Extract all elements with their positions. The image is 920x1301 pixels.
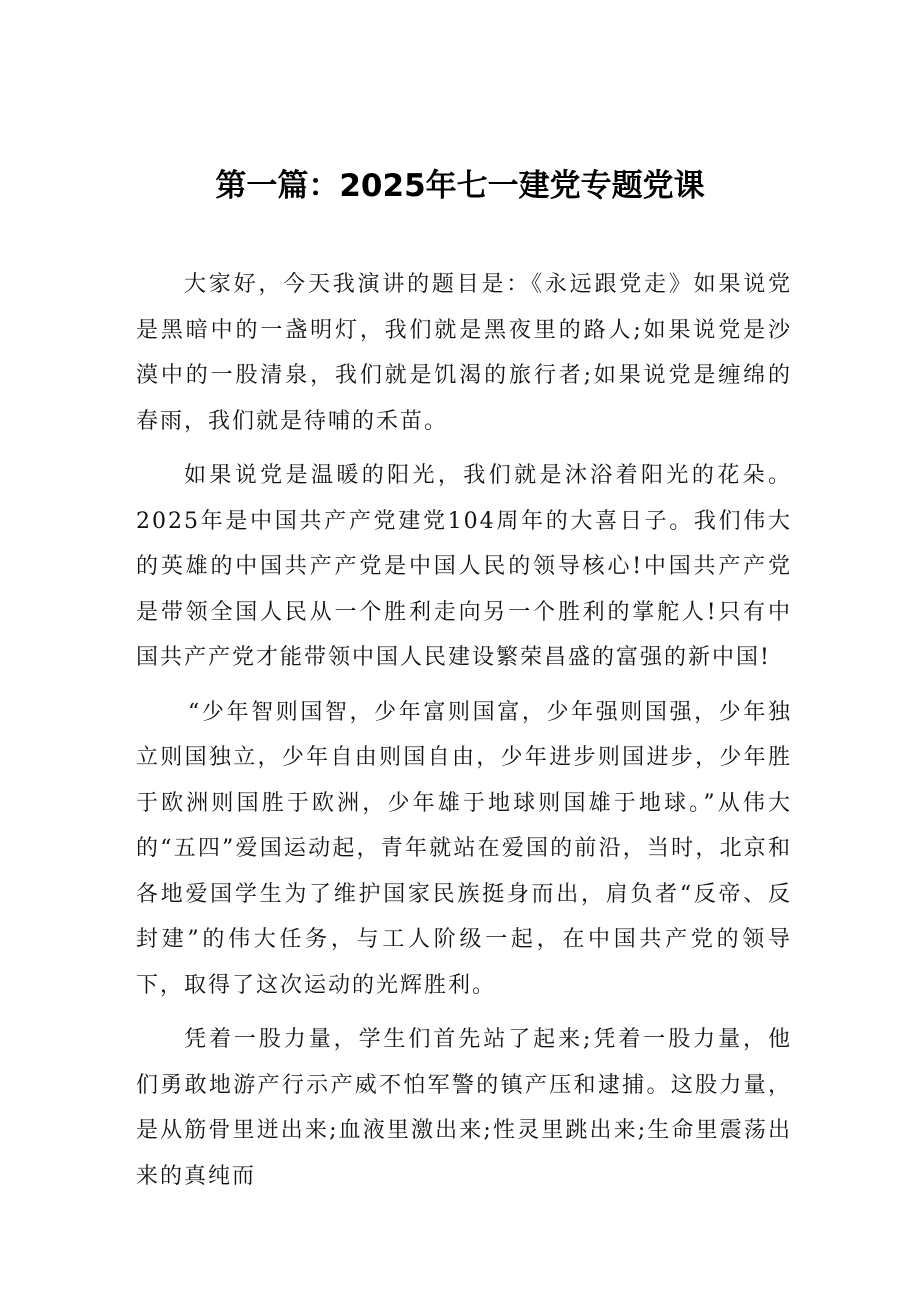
paragraph-4: 凭着一股力量，学生们首先站了起来;凭着一股力量，他们勇敢地游产行示产威不怕军警的镇产压和逮捕。这股力量，是从筋骨里迸出来;血液里激出来;性灵里跳出来;生命里震荡出来的真纯而 bbox=[136, 1027, 792, 1189]
paragraph-3: “少年智则国智，少年富则国富，少年强则国强，少年独立则国独立，少年自由则国自由，少年进步则国进步，少年胜于欧洲则国胜于欧洲，少年雄于地球则国雄于地球。”从伟大的“五四”爱国运动起，青年就站在爱国的前沿，当时，北京和各地爱国学生为了维护国家民族挺身而出，肩负者“反帝、反封建”的伟大任务，与工人阶级一起，在中国共产党的领导下，取得了这次运动的光辉胜利。 bbox=[136, 699, 792, 998]
paragraph-1: 大家好，今天我演讲的题目是：《永远跟党走》如果说党是黑暗中的一盏明灯，我们就是黑夜里的路人;如果说党是沙漠中的一股清泉，我们就是饥渴的旅行者;如果说党是缠绵的春雨，我们就是待哺的禾苗。 bbox=[136, 272, 792, 434]
page-title: 第一篇：2025年七一建党专题党课 bbox=[215, 168, 705, 204]
paragraph-2: 如果说党是温暖的阳光，我们就是沐浴着阳光的花朵。2025年是中国共产产党建党104周年的大喜日子。我们伟大的英雄的中国共产产党是中国人民的领导核心!中国共产产党是带领全国人民从一个胜利走向另一个胜利的掌舵人!只有中国共产产党才能带领中国人民建设繁荣昌盛的富强的新中国! bbox=[136, 463, 792, 670]
document-body bbox=[136, 262, 792, 1208]
